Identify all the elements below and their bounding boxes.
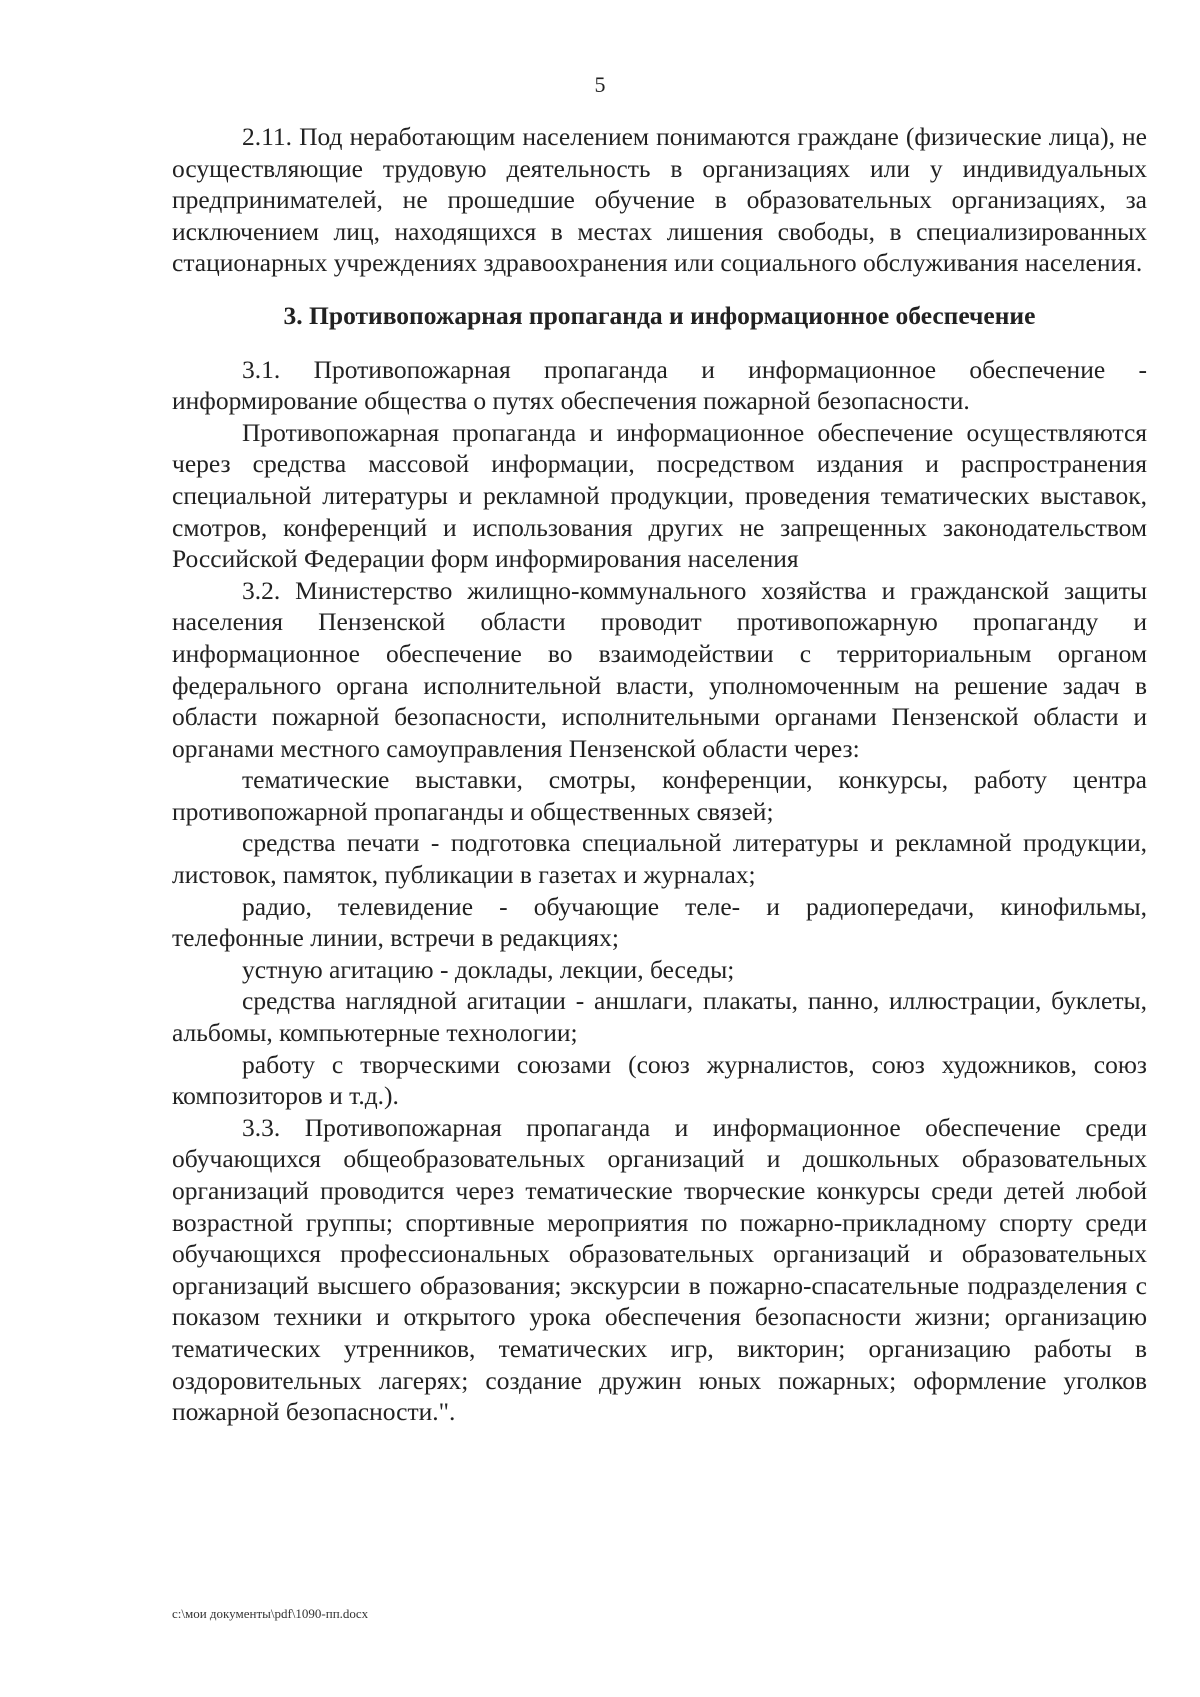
list-item: тематические выставки, смотры, конференции, конкурсы, работу центра противопожарной пропаганды и общественных связей; — [172, 765, 1147, 826]
paragraph-3-1-continued: Противопожарная пропаганда и информационное обеспечение осуществляются через средства массовой информации, посредством издания и распространения специальной литературы и рекламной продукции, проведения тематических выставок, смотров, конференций и использования других не запрещенных законодательством Российской Федерации форм информирования населения — [172, 417, 1147, 574]
page-number: 5 — [594, 72, 606, 97]
document-body — [172, 121, 1147, 1428]
paragraph-3-3: 3.3. Противопожарная пропаганда и информационное обеспечение среди обучающихся общеобразовательных организаций и дошкольных образовательных организаций проводится через тематические творческие конкурсы среди детей любой возрастной группы; спортивные мероприятия по пожарно-прикладному спорту среди обучающихся профессиональных образовательных организаций и образовательных организаций высшего образования; экскурсии в пожарно-спасательные подразделения с показом техники и открытого урока обеспечения безопасности жизни; организацию тематических утренников, тематических игр, викторин; организацию работы в оздоровительных лагерях; создание дружин юных пожарных; оформление уголков пожарной безопасности.". — [172, 1112, 1147, 1427]
list-item: радио, телевидение - обучающие теле- и радиопередачи, кинофильмы, телефонные линии, встречи в редакциях; — [172, 891, 1147, 953]
list-item: средства наглядной агитации - аншлаги, плакаты, панно, иллюстрации, буклеты, альбомы, компьютерные технологии; — [172, 986, 1147, 1048]
list-item: устную агитацию - доклады, лекции, беседы; — [242, 954, 735, 984]
paragraph-3-2: 3.2. Министерство жилищно-коммунального хозяйства и гражданской защиты населения Пензенской области проводит противопожарную пропаганду и информационное обеспечение во взаимодействии с территориальным органом федерального органа исполнительной власти, уполномоченным на решение задач в области пожарной безопасности, исполнительными органами Пензенской области и органами местного самоуправления Пензенской области через: — [172, 575, 1147, 763]
paragraph-3-1: 3.1. Противопожарная пропаганда и информационное обеспечение - информирование общества о путях обеспечения пожарной безопасности. — [172, 354, 1147, 416]
section-3-heading: 3. Противопожарная пропаганда и информационное обеспечение — [283, 300, 1036, 330]
footer-file-path: c:\мои документы\pdf\1090-пп.docx — [172, 1606, 369, 1621]
list-item: средства печати - подготовка специальной литературы и рекламной продукции, листовок, памяток, публикации в газетах и журналах; — [172, 828, 1147, 890]
list-item: работу с творческими союзами (союз журналистов, союз художников, союз композиторов и т.д.). — [172, 1049, 1147, 1111]
paragraph-2-11: 2.11. Под неработающим населением понимаются граждане (физические лица), не осуществляющие трудовую деятельность в организациях или у индивидуальных предпринимателей, не прошедшие обучение в образовательных организациях, за исключением лиц, находящихся в местах лишения свободы, в специализированных стационарных учреждениях здравоохранения или социального обслуживания населения. — [172, 122, 1147, 278]
